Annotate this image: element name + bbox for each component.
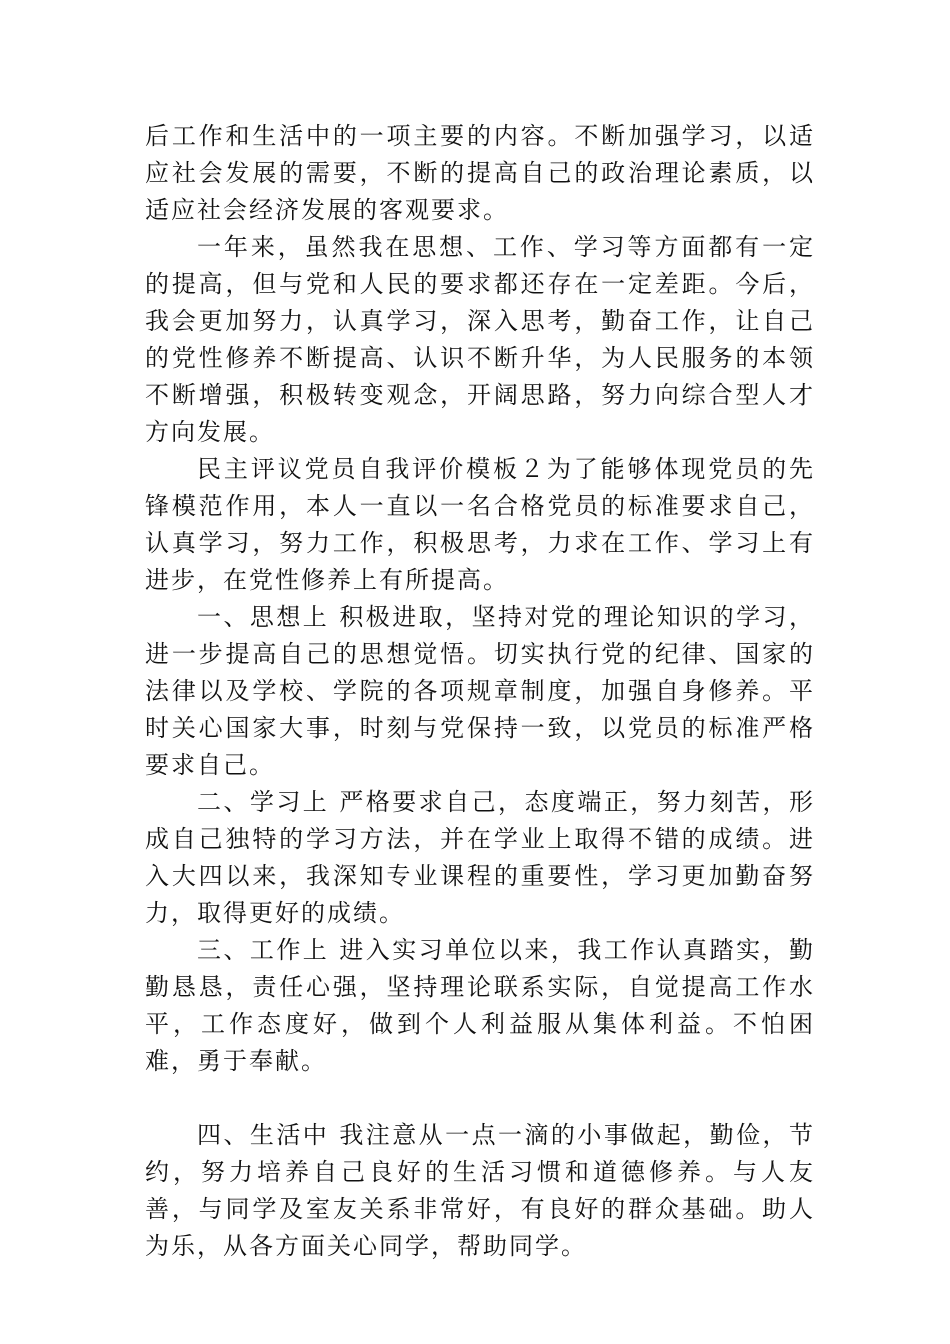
paragraph-life: 四、生活中 我注意从一点一滴的小事做起，勤俭，节约，努力培养自己良好的生活习惯和道德修养。与人友善，与同学及室友关系非常好，有良好的群众基础。助人为乐，从各方面关心同学，帮助同学。: [145, 1121, 815, 1260]
paragraph-summary: 一年来，虽然我在思想、工作、学习等方面都有一定的提高，但与党和人民的要求都还存在一定差距。今后，我会更加努力，认真学习，深入思考，勤奋工作，让自己的党性修养不断提高、认识不断升华，为人民服务的本领不断增强，积极转变观念，开阔思路，努力向综合型人才方向发展。: [145, 233, 815, 446]
paragraph-continuation: 后工作和生活中的一项主要的内容。不断加强学习，以适应社会发展的需要，不断的提高自己的政治理论素质，以适应社会经济发展的客观要求。: [145, 122, 815, 224]
paragraph-template-intro: 民主评议党员自我评价模板２为了能够体现党员的先锋模范作用，本人一直以一名合格党员的标准要求自己，认真学习，努力工作，积极思考，力求在工作、学习上有进步，在党性修养上有所提高。: [145, 455, 815, 594]
paragraph-study: 二、学习上 严格要求自己，态度端正，努力刻苦，形成自己独特的学习方法，并在学业上取得不错的成绩。进入大四以来，我深知专业课程的重要性，学习更加勤奋努力，取得更好的成绩。: [145, 788, 815, 927]
document-body: [145, 118, 815, 1265]
paragraph-thought: 一、思想上 积极进取，坚持对党的理论知识的学习，进一步提高自己的思想觉悟。切实执行党的纪律、国家的法律以及学校、学院的各项规章制度，加强自身修养。平时关心国家大事，时刻与党保持一致，以党员的标准严格要求自己。: [145, 603, 815, 779]
paragraph-work: 三、工作上 进入实习单位以来，我工作认真踏实，勤勤恳恳，责任心强，坚持理论联系实际，自觉提高工作水平，工作态度好，做到个人利益服从集体利益。不怕困难，勇于奉献。: [145, 936, 815, 1075]
